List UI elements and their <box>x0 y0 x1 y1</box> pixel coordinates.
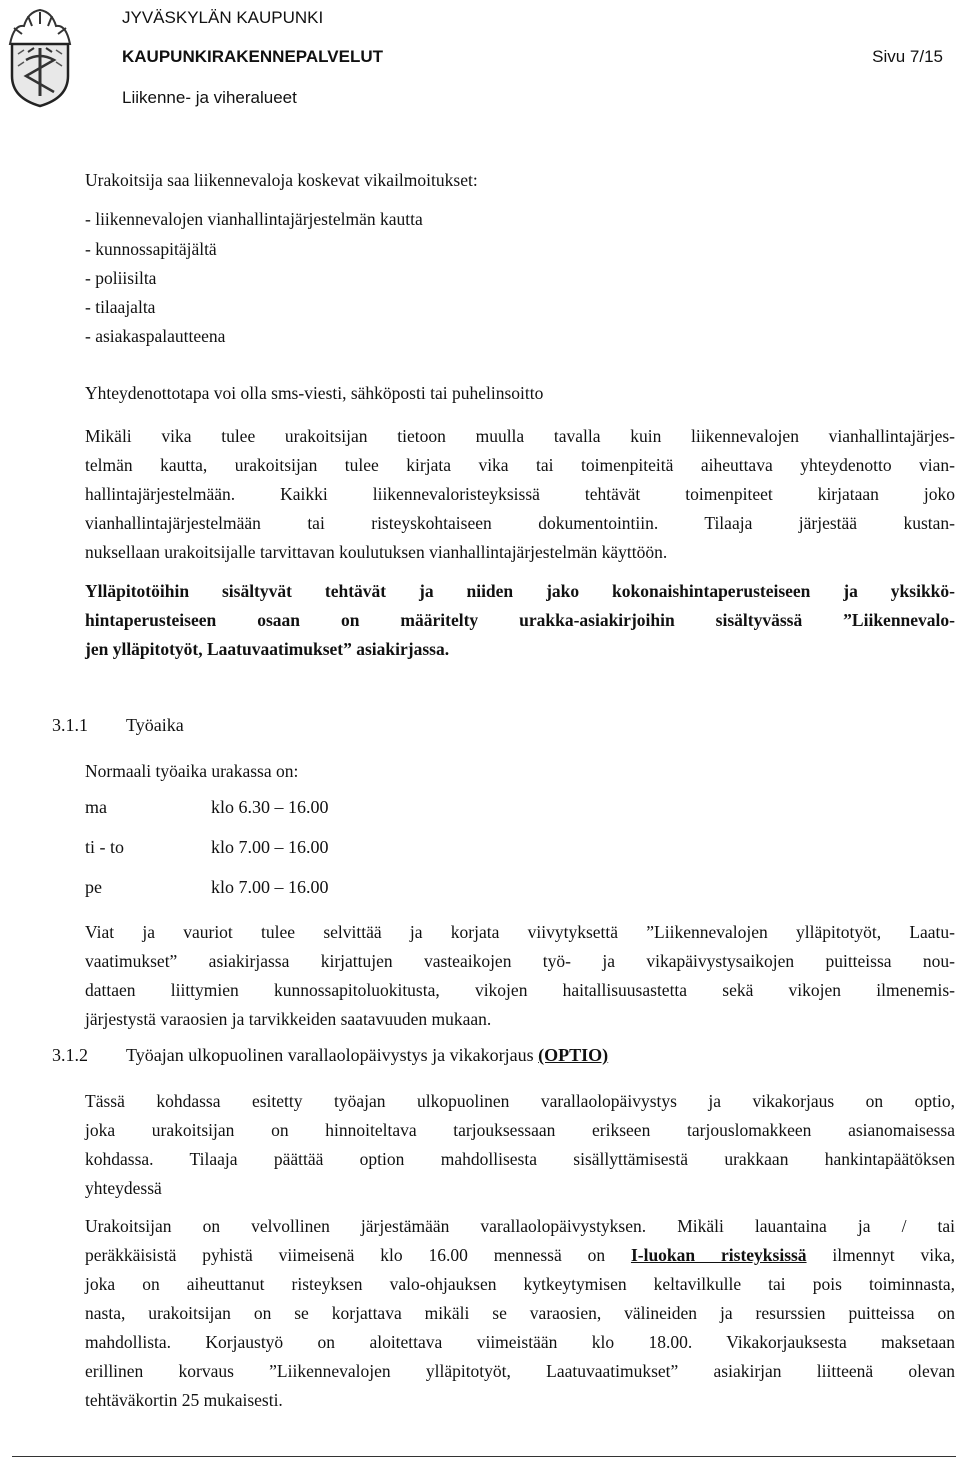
page-number: Sivu 7/15 <box>872 47 943 66</box>
text-line: Tässä kohdassa esitetty työajan ulkopuolinen varallaolopäivystys ja vikakorjaus on optio, <box>85 1091 955 1111</box>
section-heading-3-1-1 <box>52 715 184 736</box>
list-item: - tilaajalta <box>85 297 156 317</box>
list-item: - kunnossapitäjältä <box>85 239 217 259</box>
worktime-row <box>85 797 329 818</box>
intersection-class-emphasis: I-luokan risteyksissä <box>630 1245 807 1265</box>
worktime-intro: Normaali työaika urakassa on: <box>85 761 299 781</box>
section-title: Työajan ulkopuolinen varallaolopäivystys ja vikakorjaus <box>126 1045 539 1065</box>
text-line: dattaen liittymien kunnossapitoluokitusta, vikojen haitallisuusastetta sekä vikojen ilmenemis- <box>85 980 955 1000</box>
text-line: kohdassa. Tilaaja päättää option mahdollisesta sisällyttämisestä urakkaan hankintapäätöksen <box>85 1149 955 1169</box>
text-line: telmän kautta, urakoitsijan tulee kirjata vika tai toimenpiteitä aiheuttava yhteydenotto vian- <box>85 455 955 475</box>
intro-text: Urakoitsija saa liikennevaloja koskevat vikailmoitukset: <box>85 170 478 190</box>
text-line: Viat ja vauriot tulee selvittää ja korjata viivytyksettä ”Liikennevalojen ylläpitotyöt, Laatu- <box>85 922 955 942</box>
header-unit: Liikenne- ja viheralueet <box>122 88 297 107</box>
text-segment: peräkkäisistä pyhistä viimeisenä klo 16.00 mennessä on <box>85 1245 631 1265</box>
text-line: joka urakoitsijan on hinnoiteltava tarjouksessaan erikseen tarjouslomakkeen asianomaisessa <box>85 1120 955 1140</box>
text-line: hallintajärjestelmään. Kaikki liikennevaloristeyksissä tehtävät toimenpiteet kirjataan joko <box>85 484 955 504</box>
worktime-hours: klo 7.00 – 16.00 <box>211 837 329 857</box>
section-heading-3-1-2 <box>52 1045 608 1066</box>
text-segment: ilmennyt vika, <box>806 1245 955 1265</box>
text-line: mahdollista. Korjaustyö on aloitettava viimeistään klo 18.00. Vikakorjauksesta maksetaan <box>85 1332 955 1352</box>
text-line: järjestystä varaosien ja tarvikkeiden saatavuuden mukaan. <box>85 1009 492 1029</box>
text-line: joka on aiheuttanut risteyksen valo-ohjauksen kytkeytymisen keltavilkulle tai pois toiminnasta, <box>85 1274 955 1294</box>
list-item: - liikennevalojen vianhallintajärjestelmän kautta <box>85 209 423 229</box>
worktime-row <box>85 837 329 858</box>
worktime-row <box>85 877 329 898</box>
text-line: vaatimukset” asiakirjassa kirjattujen vasteaikojen työ- ja vikapäivystysaikojen puitteissa nou- <box>85 951 955 971</box>
text-line: nasta, urakoitsijan on se korjattava mikäli se varaosien, välineiden ja resurssien puitteissa on <box>85 1303 955 1323</box>
list-item: - poliisilta <box>85 268 157 288</box>
worktime-day: ti - to <box>85 837 124 857</box>
text-line: jen ylläpitotyöt, Laatuvaatimukset” asiakirjassa. <box>85 639 450 659</box>
header-department: KAUPUNKIRAKENNEPALVELUT <box>122 47 383 66</box>
text-line: hintaperusteiseen osaan on määritelty urakka-asiakirjoihin sisältyvässä ”Liikennevalo- <box>85 610 955 630</box>
section-number: 3.1.1 <box>52 715 88 735</box>
footer-divider <box>12 1456 956 1457</box>
text-line: Ylläpitotöihin sisältyvät tehtävät ja niiden jako kokonaishintaperusteiseen ja yksikkö- <box>85 581 955 601</box>
header-organization: JYVÄSKYLÄN KAUPUNKI <box>122 8 324 27</box>
worktime-day: ma <box>85 797 107 817</box>
text-line: Urakoitsijan on velvollinen järjestämään varallaolopäivystyksen. Mikäli lauantaina ja / tai <box>85 1216 955 1236</box>
text-line: tehtäväkortin 25 mukaisesti. <box>85 1390 283 1410</box>
worktime-hours: klo 6.30 – 16.00 <box>211 797 329 817</box>
contact-method-text: Yhteydenottotapa voi olla sms-viesti, sähköposti tai puhelinsoitto <box>85 383 544 403</box>
text-line <box>85 1241 955 1270</box>
text-line: erillinen korvaus ”Liikennevalojen ylläpitotyöt, Laatuvaatimukset” asiakirjan liitteenä olevan <box>85 1361 955 1381</box>
city-coat-of-arms-logo <box>4 4 76 108</box>
option-label: (OPTIO) <box>538 1045 609 1065</box>
text-line: yhteydessä <box>85 1178 162 1198</box>
text-line: vianhallintajärjestelmään tai risteyskohtaiseen dokumentointiin. Tilaaja järjestää kustan- <box>85 513 955 533</box>
text-line: Mikäli vika tulee urakoitsijan tietoon muulla tavalla kuin liikennevalojen vianhallintajärjes- <box>85 426 955 446</box>
text-line: nuksellaan urakoitsijalle tarvittavan koulutuksen vianhallintajärjestelmän käyttöön. <box>85 542 668 562</box>
worktime-day: pe <box>85 877 102 897</box>
list-item: - asiakaspalautteena <box>85 326 226 346</box>
section-title: Työaika <box>126 715 184 735</box>
worktime-hours: klo 7.00 – 16.00 <box>211 877 329 897</box>
section-number: 3.1.2 <box>52 1045 88 1065</box>
